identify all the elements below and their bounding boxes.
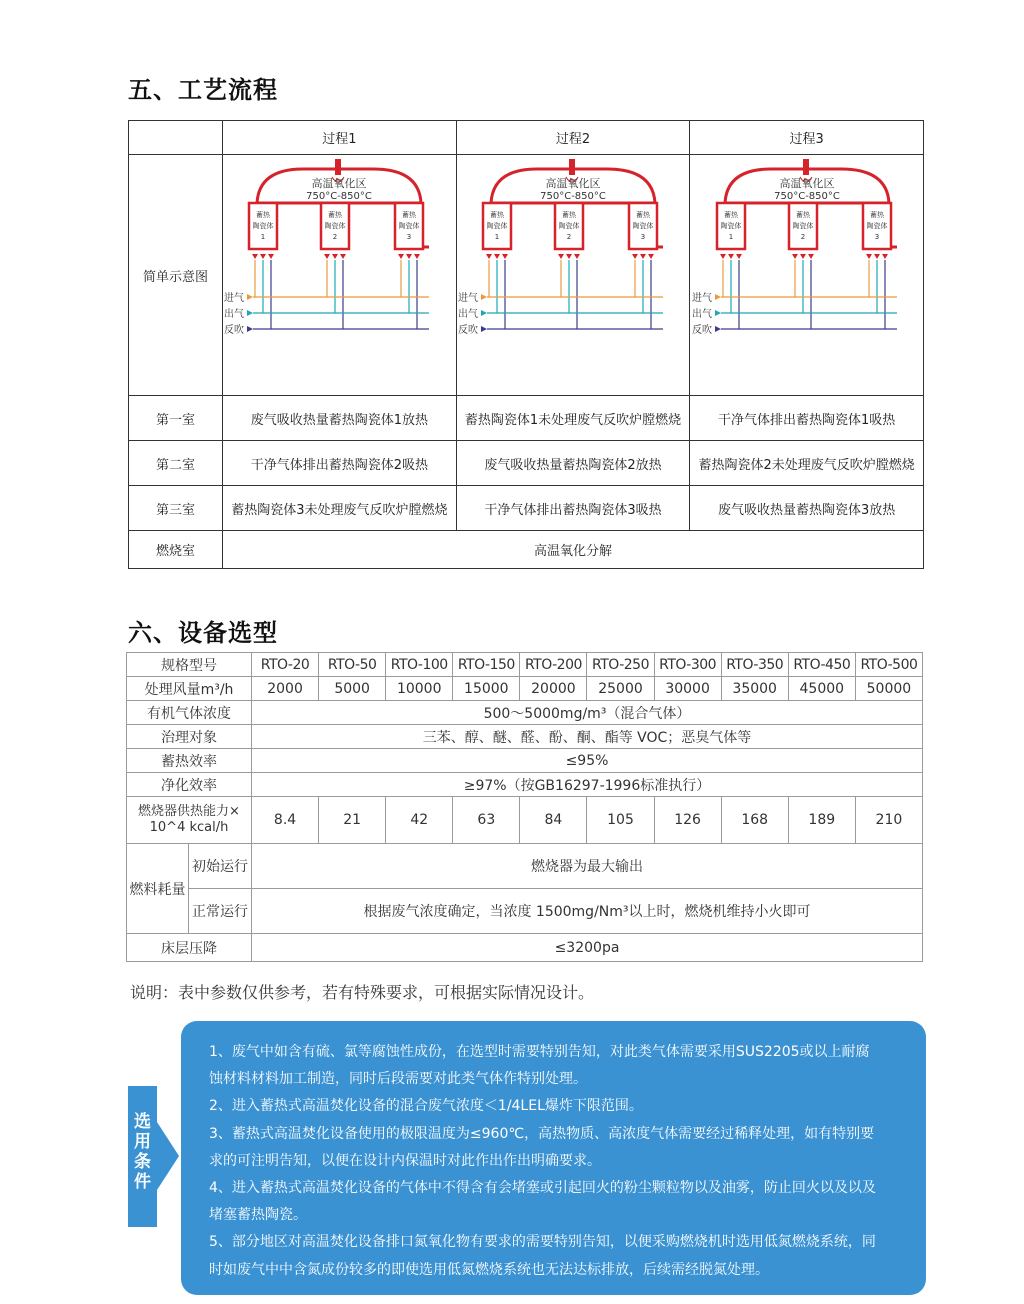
chamber-label: 第三室	[129, 486, 223, 531]
fuel-normal-value: 根据废气浓度确定，当浓度 1500mg/Nm³以上时，燃烧机维持小火即可	[252, 889, 923, 934]
chamber-label: 陶瓷体	[398, 222, 420, 230]
concentration-row	[127, 701, 923, 725]
zone-temperature: 750°C-850°C	[773, 191, 840, 202]
burner-cell: 63	[453, 797, 520, 844]
burner-icon	[803, 159, 809, 175]
model-cell: RTO-450	[788, 653, 855, 677]
chamber-label: 陶瓷体	[792, 222, 814, 230]
concentration-label: 有机气体浓度	[127, 701, 252, 725]
air-cell: 45000	[788, 677, 855, 701]
spec-table	[126, 652, 923, 962]
chamber-label: 陶瓷体	[252, 222, 274, 230]
condition-line: 堵塞蓄热陶瓷。	[209, 1207, 307, 1224]
conditions-panel	[181, 1021, 926, 1295]
burner-icon	[569, 159, 575, 175]
chamber-number: 2	[333, 233, 338, 241]
air-cell: 2000	[252, 677, 319, 701]
zone-temperature: 750°C-850°C	[306, 191, 373, 202]
equipment-section-title: 六、设备选型	[128, 619, 278, 647]
zone-label: 高温氧化区	[311, 177, 367, 190]
chamber-number: 3	[874, 233, 879, 241]
flow-arrow-icon	[481, 294, 487, 300]
air-label: 处理风量m³/h	[127, 677, 252, 701]
chamber-cell: 干净气体排出蓄热陶瓷体1吸热	[690, 396, 924, 441]
condition-line: 3、蓄热式高温焚化设备使用的极限温度为≤960℃，高热物质、高浓度气体需要经过稀释处理，如有特别要	[209, 1125, 875, 1142]
chamber-cell: 干净气体排出蓄热陶瓷体3吸热	[456, 486, 690, 531]
chamber-row	[129, 441, 924, 486]
model-cell: RTO-200	[520, 653, 587, 677]
air-cell: 20000	[520, 677, 587, 701]
chamber-cell: 蓄热陶瓷体2未处理废气反吹炉膛燃烧	[690, 441, 924, 486]
flow-label: 出气	[691, 309, 712, 320]
heat-row	[127, 749, 923, 773]
burner-cell: 42	[386, 797, 453, 844]
valve-icon	[728, 254, 734, 259]
chamber-label: 蓄热	[402, 211, 417, 219]
zone-temperature: 750°C-850°C	[540, 191, 606, 202]
chamber-label: 第一室	[129, 396, 223, 441]
condition-line: 求的可注明告知，以便在设计内保温时对此作出作出明确要求。	[209, 1152, 601, 1169]
valve-icon	[866, 254, 872, 259]
condition-line: 时如废气中中含氮成份较多的即使选用低氮燃烧系统也无法达标排放，后续需经脱氮处理。	[209, 1261, 769, 1278]
chamber-number: 1	[728, 233, 733, 241]
process-header-1: 过程1	[223, 121, 457, 155]
chamber-number: 3	[407, 233, 412, 241]
valve-icon	[736, 254, 742, 259]
burn-label: 燃烧室	[129, 531, 223, 569]
fuel-start-value: 燃烧器为最大输出	[252, 844, 923, 889]
burner-cell: 210	[855, 797, 922, 844]
valve-icon	[792, 254, 798, 259]
rto-diagram	[223, 157, 455, 393]
valve-icon	[566, 254, 572, 259]
model-cell: RTO-500	[855, 653, 922, 677]
model-cell: RTO-300	[654, 653, 721, 677]
air-cell: 10000	[386, 677, 453, 701]
burner-cell: 21	[319, 797, 386, 844]
pressure-drop-label: 床层压降	[127, 934, 252, 962]
chamber-row	[129, 396, 924, 441]
fuel-label: 燃料耗量	[127, 844, 189, 934]
chamber-number: 2	[566, 233, 572, 241]
burner-label	[127, 797, 252, 844]
rto-diagram	[691, 157, 923, 393]
burner-label-line2: 10^4 kcal/h	[149, 820, 229, 835]
flow-label: 进气	[224, 293, 245, 304]
diagram-row-label: 简单示意图	[129, 155, 223, 396]
burner-cell: 168	[721, 797, 788, 844]
chamber-label: 蓄热	[489, 211, 504, 219]
burner-icon	[335, 159, 341, 175]
air-cell: 5000	[319, 677, 386, 701]
valve-icon	[558, 254, 564, 259]
process-header-row	[129, 121, 924, 155]
valve-icon	[502, 254, 508, 259]
air-cell: 25000	[587, 677, 654, 701]
chamber-label: 陶瓷体	[324, 222, 346, 230]
air-cell: 15000	[453, 677, 520, 701]
flow-label: 出气	[457, 309, 478, 320]
conditions-tab-label: 选用条件	[134, 1112, 151, 1192]
purify-row	[127, 773, 923, 797]
chamber-label: 陶瓷体	[866, 222, 888, 230]
fuel-start-label: 初始运行	[189, 844, 252, 889]
flow-arrow-icon	[481, 326, 487, 332]
valve-icon	[340, 254, 346, 259]
condition-line: 5、部分地区对高温焚化设备排口氮氧化物有要求的需要特别告知，以便采购燃烧机时选用低氮燃烧系统，同	[209, 1234, 876, 1251]
flow-label: 出气	[224, 309, 245, 320]
valve-icon	[332, 254, 338, 259]
burner-cell: 126	[654, 797, 721, 844]
model-row	[127, 653, 923, 677]
chamber-number: 2	[800, 233, 805, 241]
flow-arrow-icon	[715, 326, 721, 332]
chamber-cell: 废气吸收热量蓄热陶瓷体2放热	[456, 441, 690, 486]
condition-line: 蚀材料材料加工制造，同时后段需要对此类气体作特别处理。	[209, 1071, 587, 1088]
flow-arrow-icon	[247, 326, 253, 332]
chamber-label: 蓄热	[561, 211, 576, 219]
model-cell: RTO-250	[587, 653, 654, 677]
chamber-label: 蓄热	[723, 211, 738, 219]
chamber-label: 陶瓷体	[558, 222, 580, 230]
chamber-cell: 废气吸收热量蓄热陶瓷体3放热	[690, 486, 924, 531]
burner-cell: 8.4	[252, 797, 319, 844]
flow-arrow-icon	[715, 294, 721, 300]
condition-line: 1、废气中如含有硫、氯等腐蚀性成份，在选型时需要特别告知，对此类气体需要采用SUS2205或以上耐腐	[209, 1044, 870, 1060]
flow-arrow-icon	[247, 310, 253, 316]
purify-value: ≥97%（按GB16297-1996标准执行）	[252, 773, 923, 797]
air-cell: 30000	[654, 677, 721, 701]
valve-icon	[632, 254, 638, 259]
model-cell: RTO-20	[252, 653, 319, 677]
concentration-value: 500～5000mg/m³（混合气体）	[252, 701, 923, 725]
zone-label: 高温氧化区	[779, 177, 835, 190]
model-label: 规格型号	[127, 653, 252, 677]
chamber-label: 陶瓷体	[720, 222, 742, 230]
flow-label: 反吹	[457, 325, 478, 336]
chamber-cell: 干净气体排出蓄热陶瓷体2吸热	[223, 441, 457, 486]
model-cell: RTO-100	[386, 653, 453, 677]
flow-label: 进气	[691, 293, 712, 304]
burn-value: 高温氧化分解	[223, 531, 924, 569]
valve-icon	[268, 254, 274, 259]
model-cell: RTO-150	[453, 653, 520, 677]
heat-label: 蓄热效率	[127, 749, 252, 773]
burner-row	[127, 797, 923, 844]
chamber-number: 1	[494, 233, 500, 241]
burn-row	[129, 531, 924, 569]
purify-label: 净化效率	[127, 773, 252, 797]
chamber-number: 3	[640, 233, 646, 241]
valve-icon	[414, 254, 420, 259]
chamber-label: 蓄热	[869, 211, 884, 219]
model-cell: RTO-50	[319, 653, 386, 677]
air-cell: 35000	[721, 677, 788, 701]
valve-icon	[800, 254, 806, 259]
valve-icon	[882, 254, 888, 259]
valve-icon	[720, 254, 726, 259]
flow-arrow-icon	[481, 310, 487, 316]
valve-icon	[640, 254, 646, 259]
pressure-drop-value: ≤3200pa	[252, 934, 923, 962]
valve-icon	[324, 254, 330, 259]
flow-label: 反吹	[691, 325, 712, 336]
chamber-label: 蓄热	[256, 211, 271, 219]
valve-icon	[252, 254, 258, 259]
chamber-label: 陶瓷体	[632, 222, 654, 230]
diagram-cell-2	[456, 155, 690, 396]
flow-label: 反吹	[224, 325, 245, 336]
arrow-right-icon	[157, 1122, 179, 1190]
target-row	[127, 725, 923, 749]
condition-line: 2、进入蓄热式高温焚化设备的混合废气浓度＜1/4LEL爆炸下限范围。	[209, 1098, 643, 1115]
process-section-title: 五、工艺流程	[128, 76, 278, 104]
process-header-3: 过程3	[690, 121, 924, 155]
valve-icon	[406, 254, 412, 259]
burner-cell: 105	[587, 797, 654, 844]
process-corner-cell	[129, 121, 223, 155]
process-table	[128, 120, 924, 569]
chamber-label: 陶瓷体	[486, 222, 508, 230]
process-header-2: 过程2	[456, 121, 690, 155]
fuel-start-row	[127, 844, 923, 889]
conditions-tab	[128, 1086, 157, 1227]
target-label: 治理对象	[127, 725, 252, 749]
burner-cell: 84	[520, 797, 587, 844]
burner-cell: 189	[788, 797, 855, 844]
valve-icon	[260, 254, 266, 259]
flow-arrow-icon	[715, 310, 721, 316]
air-row	[127, 677, 923, 701]
chamber-label: 第二室	[129, 441, 223, 486]
burner-label-line1: 燃烧器供热能力×	[138, 804, 240, 819]
valve-icon	[494, 254, 500, 259]
condition-line: 4、进入蓄热式高温焚化设备的气体中不得含有会堵塞或引起回火的粉尘颗粒物以及油雾，防止回火以及以及	[209, 1180, 876, 1197]
diagram-row	[129, 155, 924, 396]
valve-icon	[398, 254, 404, 259]
pressure-drop-row	[127, 934, 923, 962]
chamber-number: 1	[261, 233, 266, 241]
zone-label: 高温氧化区	[545, 177, 601, 190]
flow-label: 进气	[457, 293, 478, 304]
valve-icon	[648, 254, 654, 259]
chamber-cell: 蓄热陶瓷体1未处理废气反吹炉膛燃烧	[456, 396, 690, 441]
air-cell: 50000	[855, 677, 922, 701]
valve-icon	[574, 254, 580, 259]
chamber-cell: 蓄热陶瓷体3未处理废气反吹炉膛燃烧	[223, 486, 457, 531]
heat-value: ≤95%	[252, 749, 923, 773]
chamber-cell: 废气吸收热量蓄热陶瓷体1放热	[223, 396, 457, 441]
model-cell: RTO-350	[721, 653, 788, 677]
valve-icon	[486, 254, 492, 259]
chamber-label: 蓄热	[328, 211, 343, 219]
fuel-normal-label: 正常运行	[189, 889, 252, 934]
table-note: 说明：表中参数仅供参考，若有特殊要求，可根据实际情况设计。	[130, 983, 595, 1002]
fuel-normal-row	[127, 889, 923, 934]
diagram-cell-1	[223, 155, 457, 396]
chamber-label: 蓄热	[635, 211, 650, 219]
diagram-cell-3	[690, 155, 924, 396]
valve-icon	[874, 254, 880, 259]
valve-icon	[808, 254, 814, 259]
chamber-row	[129, 486, 924, 531]
chamber-label: 蓄热	[795, 211, 810, 219]
flow-arrow-icon	[247, 294, 253, 300]
rto-diagram	[457, 157, 689, 393]
target-value: 三苯、醇、醚、醛、酚、酮、酯等 VOC；恶臭气体等	[252, 725, 923, 749]
